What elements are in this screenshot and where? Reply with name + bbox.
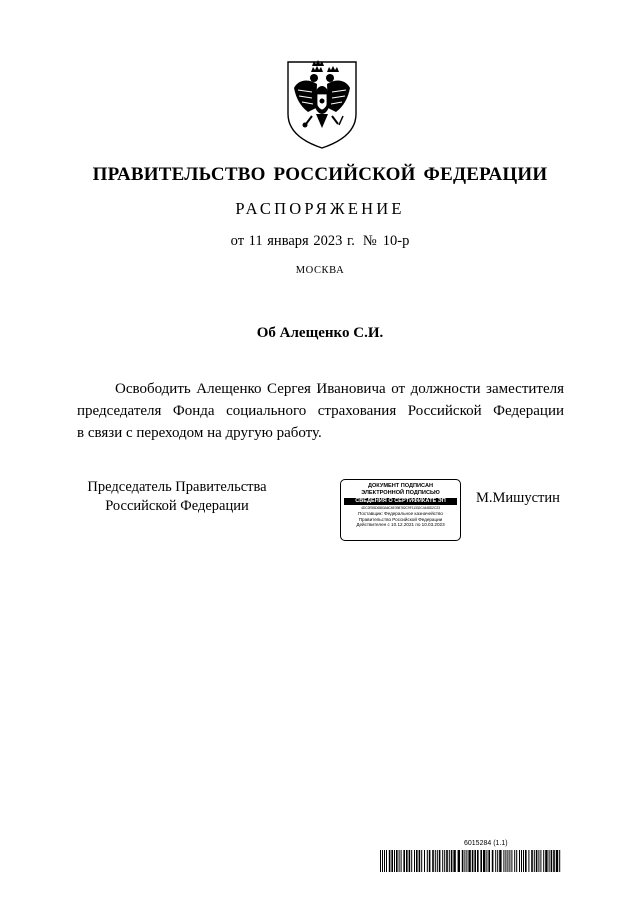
body-line: председателя Фонда социального страхования Российской Федерации bbox=[77, 403, 564, 419]
stamp-issuer: Поставщик: Федеральное казначейство bbox=[358, 511, 443, 516]
stamp-line: ДОКУМЕНТ ПОДПИСАН bbox=[367, 483, 434, 489]
signer-title-line: Председатель Правительства bbox=[87, 479, 267, 495]
stamp-certificate-header: СВЕДЕНИЯ О СЕРТИФИКАТЕ ЭП bbox=[344, 498, 457, 505]
signer-title-line: Российской Федерации bbox=[105, 498, 249, 514]
barcode-icon bbox=[380, 850, 564, 872]
document-number: 10-р bbox=[382, 233, 410, 249]
stamp-validity: Действителен с 10.12.2021 по 10.03.2023 bbox=[356, 522, 445, 528]
document-date: от 11 января 2023 г. bbox=[230, 233, 355, 249]
russian-coat-of-arms-icon bbox=[284, 58, 360, 150]
signer-title bbox=[77, 478, 277, 516]
government-title: ПРАВИТЕЛЬСТВО РОССИЙСКОЙ ФЕДЕРАЦИИ bbox=[92, 164, 548, 185]
barcode-label: 6015284 (1.1) bbox=[464, 840, 508, 847]
electronic-signature-stamp bbox=[340, 479, 461, 541]
stamp-owner: Правительство Российской Федерации bbox=[358, 516, 443, 522]
document-type: РАСПОРЯЖЕНИЕ bbox=[235, 199, 405, 218]
document-date-number bbox=[0, 233, 640, 250]
document-subject: Об Алещенко С.И. bbox=[256, 325, 384, 341]
body-line: Освободить Алещенко Сергея Ивановича от должности заместителя bbox=[115, 381, 564, 397]
body-line: в связи с переходом на другую работу. bbox=[77, 425, 322, 441]
signer-name: М.Мишустин bbox=[476, 490, 560, 506]
number-sign: № bbox=[362, 233, 377, 249]
city: МОСКВА bbox=[295, 265, 345, 276]
stamp-serial: 4DC2E55D6583A6C6E398782C9F11332C4448D2C23 bbox=[361, 506, 440, 510]
document-body bbox=[77, 378, 564, 444]
stamp-line: ЭЛЕКТРОННОЙ ПОДПИСЬЮ bbox=[361, 490, 440, 496]
